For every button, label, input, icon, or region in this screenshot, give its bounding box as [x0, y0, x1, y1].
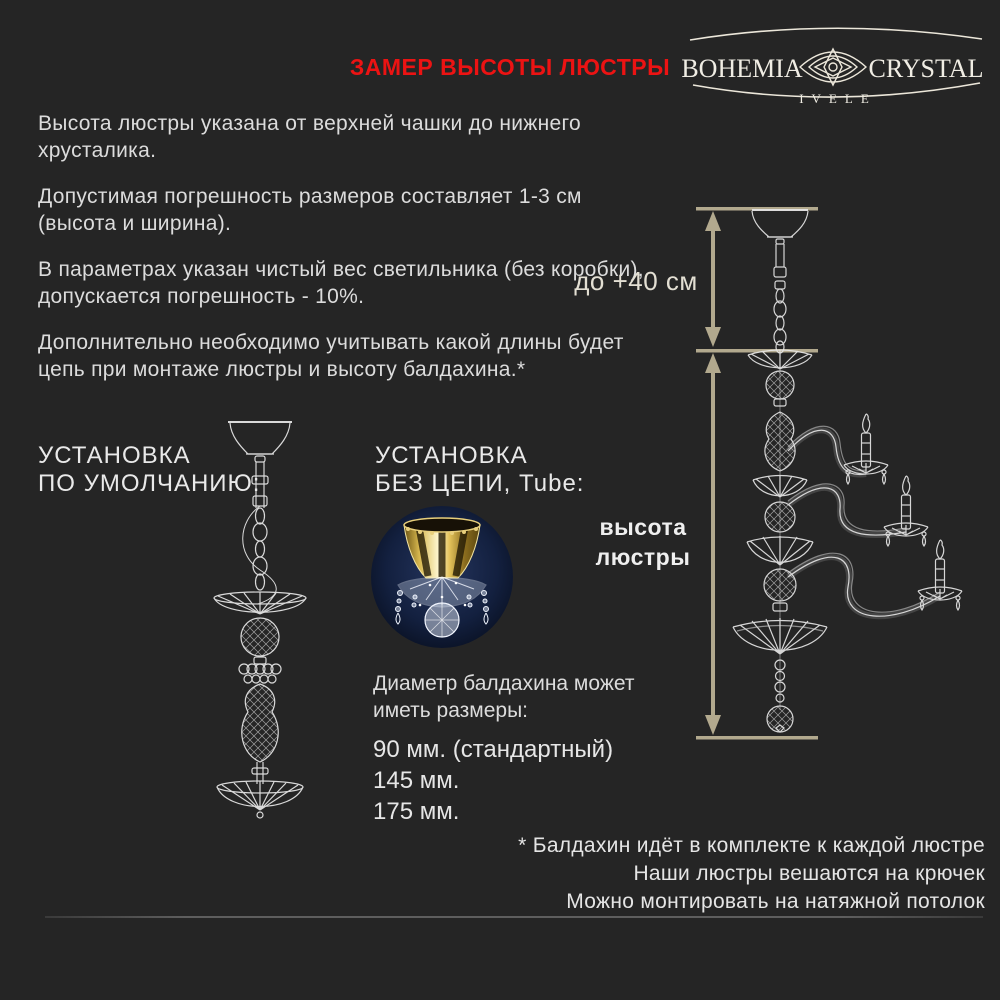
top-dish-drawing: [214, 592, 306, 614]
intro-paragraph: В параметрах указан чистый вес светильника (без коробки), допускается погрешность - 10%.: [38, 258, 644, 308]
footnote-block: [385, 832, 985, 916]
canopy-size-list: [373, 734, 673, 827]
canopy-drawing: [228, 422, 292, 462]
upper-dish-drawing: [748, 350, 812, 369]
measured-chandelier-diagram: [690, 195, 990, 765]
logo-brand-right: CRYSTAL: [868, 54, 984, 83]
crystal-ball-drawing: [241, 618, 279, 664]
chandelier-height-arrow: [705, 353, 721, 735]
intro-paragraph: Дополнительно необходимо учитывать какой длины будет цепь при монтаже люстры и высоту балдахина.*: [38, 331, 624, 381]
height-label-line2: люстры: [595, 544, 691, 570]
bottom-divider: [45, 916, 983, 918]
arm-drawings: [788, 426, 940, 616]
no-chain-install-label: [375, 442, 584, 498]
bottom-dish-drawing: [217, 762, 303, 818]
intro-text-block: [38, 110, 648, 402]
logo-brand-left: BOHEMIA: [681, 54, 803, 83]
tube-canopy-photo: [370, 505, 514, 649]
logo-top-arc: [690, 28, 982, 40]
big-bowl-drawing: [733, 618, 827, 654]
canopy-info-line2: иметь размеры:: [373, 699, 529, 722]
canopy-drawing: [752, 210, 808, 244]
default-install-line1: УСТАНОВКА: [38, 442, 191, 469]
chandelier-height-label: [583, 512, 703, 572]
intro-paragraph: Высота люстры указана от верхней чашки до нижнего хрусталика.: [38, 112, 581, 162]
measurement-arrows: [696, 207, 818, 740]
vase-drawing: [242, 684, 278, 762]
footnote-line: * Балдахин идёт в комплекте к каждой люстре: [518, 834, 985, 857]
no-chain-line2: БЕЗ ЦЕПИ, Tube:: [375, 470, 585, 497]
logo-subtitle: IVELE: [799, 91, 877, 106]
pear-element-drawing: [765, 412, 795, 471]
candle-drawings: [844, 414, 962, 610]
rod-and-chain-drawing: [774, 244, 786, 353]
page-title: ЗАМЕР ВЫСОТЫ ЛЮСТРЫ: [349, 54, 671, 80]
crystal-flower-ornament-icon: [800, 49, 866, 85]
third-dish-drawing: [747, 536, 813, 565]
canopy-size-item: 175 мм.: [373, 798, 460, 825]
canopy-size-item: 145 мм.: [373, 767, 460, 794]
default-install-line2: ПО УМОЛЧАНИЮ:: [38, 470, 261, 497]
chain-allowance-label: до +40 см: [574, 266, 698, 296]
intro-paragraph: Допустимая погрешность размеров составляет 1-3 см (высота и ширина).: [38, 185, 582, 235]
footnote-line: Наши люстры вешаются на крючек: [633, 862, 985, 885]
default-install-chandelier-drawing: [198, 416, 322, 820]
chain-length-arrow: [705, 211, 721, 347]
height-label-line1: высота: [599, 514, 687, 540]
canopy-size-item: 90 мм. (стандартный): [373, 736, 614, 763]
footnote-line: Можно монтировать на натяжной потолок: [566, 890, 985, 913]
bohemia-crystal-logo: [680, 25, 990, 110]
beaded-collar-drawing: [239, 664, 281, 683]
rod-and-chain-drawing: [243, 462, 277, 604]
crystal-ball-drawing: [766, 371, 794, 399]
no-chain-line1: УСТАНОВКА: [375, 442, 528, 469]
canopy-diameter-info: [373, 670, 673, 827]
bottom-crystal-ball-drawing: [767, 706, 793, 732]
canopy-info-line1: Диаметр балдахина может: [373, 672, 635, 695]
